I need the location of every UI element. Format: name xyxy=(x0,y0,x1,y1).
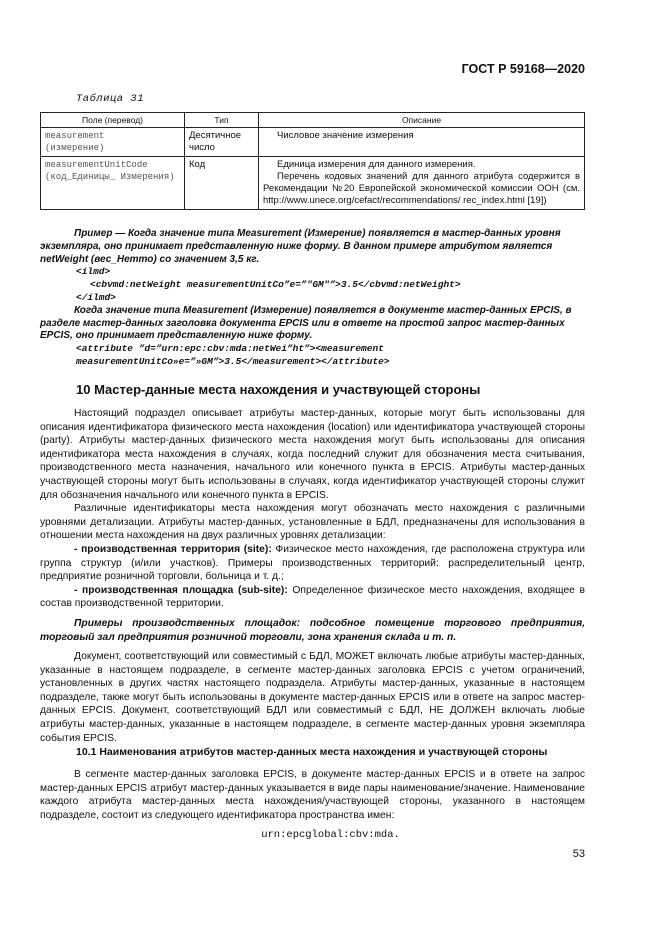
example-text: Когда значение типа Measurement (Измерение) появляется в документе мастер-данных EPCIS, в разделе мастер-данных заголовка документа EPCIS или в ответе на простой запрос мастер-данных EPCIS, оно принимает представленную ниже форму. xyxy=(40,304,572,342)
list-text: Физическое место нахождения, где расположена структура или группа структур (и/или участков). Примеры производственных территорий: распределительный центр, предприятие розничной торговли, больница и т. д.; xyxy=(40,543,585,583)
description-cell xyxy=(259,157,585,210)
description-text: Единица измерения для данного измерения. xyxy=(277,159,476,170)
section-heading: 10 Мастер-данные места нахождения и участвующей стороны xyxy=(76,382,481,397)
field-name: measurementUnitCode xyxy=(45,160,148,170)
table-row xyxy=(41,157,585,210)
table-caption: Таблица 31 xyxy=(76,93,145,105)
code-line: <attribute ”d=”urn:epc:cbv:mda:netWei”ht”><measurement xyxy=(76,343,384,355)
paragraph: Документ, соответствующий или совместимый с БДЛ, МОЖЕТ включать любые атрибуты мастер-данных, указанные в настоящем подразделе, в сегменте мастер-данных заголовка EPCIS с учетом ограничений, установленных в других частях настоящего подраздела. Атрибуты мастер-данных, указанные в настоящем подразделе, также могут быть использованы в документе мастер-данных EPCIS или в ответе на запрос мастер-данных EPCIS. Документ, соответствующий БДЛ или совместимый с БДЛ, НЕ ДОЛЖЕН включать любые атрибуты мастер-данных, указанные в настоящем подразделе, в сегменте мастер-данных уровня экземпляра события EPCIS. xyxy=(40,651,585,744)
paragraph: В сегменте мастер-данных заголовка EPCIS, в документе мастер-данных EPCIS и в ответе на запрос мастер-данных EPCIS атрибут мастер-данных указывается в виде пары наименование/значение. Наименование каждого атрибута мастер-данных места нахождения/участвующей стороны, указанного в настоящем подразделе, состоит из следующего идентификатора пространства имен: xyxy=(40,769,585,821)
paragraph: Настоящий подраздел описывает атрибуты мастер-данных, которые могут быть использованы для описания идентификатора физического места нахождения (location) или идентификатора участвующей стороны (party). Атрибуты мастер-данных физического места нахождения могут быть использованы для описания идентификатора места нахождения в случаях, когда последний служит для обозначения места считывания, производственного места назначения, начального или конечного пункта в EPCIS. Атрибуты мастер-данных участвующей стороны могут быть использованы в случаях, когда идентификатор участвующей стороны служит для обозначения начального или конечного пункта в EPCIS. xyxy=(40,408,585,501)
field-name: measurement xyxy=(45,131,105,141)
table-header-row xyxy=(41,113,585,128)
type-cell: Код xyxy=(185,157,259,210)
col-header-field: Поле (перевод) xyxy=(41,113,185,128)
table-row xyxy=(41,128,585,157)
col-header-type: Тип xyxy=(185,113,259,128)
field-cell xyxy=(41,128,185,157)
subsection-heading: 10.1 Наименования атрибутов мастер-данных места нахождения и участвующей стороны xyxy=(76,746,548,758)
description-text: Числовое значение измерения xyxy=(277,130,414,141)
code-line: measurementUnitCo»e=”»GM”>3.5</measurement></attribute> xyxy=(76,355,390,367)
list-term: - производственная площадка (sub-site): xyxy=(74,584,288,596)
subsection-body xyxy=(40,768,585,822)
type-cell: Десятичное число xyxy=(185,128,259,157)
col-header-description: Описание xyxy=(259,113,585,128)
field-cell xyxy=(41,157,185,210)
list-term: - производственная территория (site): xyxy=(74,543,272,555)
list-text: Определенное физическое место нахождения, входящее в состав производственной территории. xyxy=(40,584,585,610)
section-body xyxy=(40,407,585,745)
description-cell xyxy=(259,128,585,157)
example-text: Пример — Когда значение типа Measurement (Измерение) появляется в мастер-данных уровня экземпляра, оно принимает представленную ниже форму. В данном примере атрибутом является netWeight (вес_Нетто) со значением 3,5 кг. xyxy=(40,228,561,265)
code-line: <ilmd> xyxy=(76,266,111,278)
document-id: ГОСТ Р 59168—2020 xyxy=(461,62,585,76)
example-block xyxy=(40,228,585,369)
namespace-identifier: urn:epcglobal:cbv:mda. xyxy=(261,829,400,841)
list-item xyxy=(40,543,585,584)
code-line: <cbvmd:netWeight measurementUnitCo”e=”"GM"”>3.5</cbvmd:netWeight> xyxy=(90,279,461,291)
field-translation: (измерение) xyxy=(45,143,105,153)
description-text: Перечень кодовых значений для данного атрибута содержится в Рекомендации №20 Европейской экономической комиссии ООН (см. http://www.unece.org/cefact/recommendations/ rec_index.html [19]) xyxy=(263,171,580,206)
example-text: Примеры производственных площадок: подсобное помещение торгового предприятия, торговый зал предприятия розничной торговли, зона хранения склада и т. п. xyxy=(40,617,585,643)
paragraph: Различные идентификаторы места нахождения могут обозначать место нахождения с различными уровнями детализации. Атрибуты мастер-данных, установленные в БДЛ, предназначены для использования в отношении места нахождения на двух различных уровнях детализации: xyxy=(40,503,585,542)
field-translation: (код_Единицы_ Измерения) xyxy=(45,172,175,182)
list-item xyxy=(40,584,585,611)
attributes-table xyxy=(40,112,585,210)
page-number: 53 xyxy=(572,848,585,860)
code-line: </ilmd> xyxy=(76,291,116,303)
